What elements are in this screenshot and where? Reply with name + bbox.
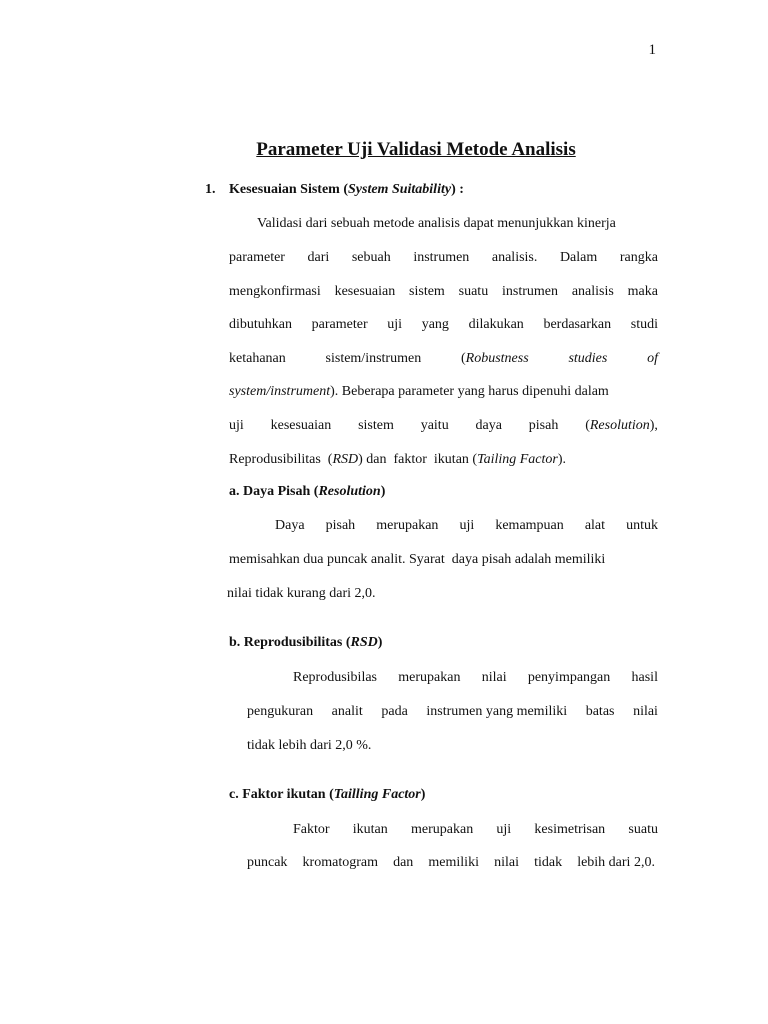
paragraph-line: nilai tidak kurang dari 2,0. — [227, 586, 376, 601]
paragraph-line: Daya pisah merupakan uji kemampuan alat untuk — [275, 518, 658, 533]
paragraph-line: Reprodusibilitas (RSD) dan faktor ikutan (Tailing Factor). — [229, 452, 567, 467]
paragraph-line: puncak kromatogram dan memiliki nilai tidak lebih dari 2,0. — [247, 855, 655, 870]
paragraph-line: uji kesesuaian sistem yaitu daya pisah (Resolution), — [229, 418, 658, 433]
paragraph-line: Faktor ikutan merupakan uji kesimetrisan suatu — [293, 822, 658, 837]
paragraph-line: Validasi dari sebuah metode analisis dapat menunjukkan kinerja — [257, 216, 616, 231]
paragraph-line: system/instrument). Beberapa parameter yang harus dipenuhi dalam — [229, 384, 609, 399]
document-title: Parameter Uji Validasi Metode Analisis — [256, 139, 576, 160]
section-number: 1. — [205, 182, 216, 197]
paragraph-line: tidak lebih dari 2,0 %. — [247, 738, 372, 753]
paragraph-line: Reprodusibilas merupakan nilai penyimpangan hasil — [293, 670, 658, 685]
subsection-b-heading: b. Reprodusibilitas (RSD) — [229, 635, 383, 650]
paragraph-line: memisahkan dua puncak analit. Syarat daya pisah adalah memiliki — [229, 552, 606, 567]
subsection-a-heading: a. Daya Pisah (Resolution) — [229, 484, 386, 499]
page-number: 1 — [648, 42, 656, 58]
paragraph-line: parameter dari sebuah instrumen analisis. Dalam rangka — [229, 250, 658, 265]
paragraph-line: dibutuhkan parameter uji yang dilakukan berdasarkan studi — [229, 317, 658, 332]
paragraph-line: pengukuran analit pada instrumen yang memiliki batas nilai — [247, 704, 658, 719]
section-1-heading: 1. Kesesuaian Sistem (System Suitability) : — [205, 182, 464, 197]
paragraph-line: mengkonfirmasi kesesuaian sistem suatu instrumen analisis maka — [229, 284, 658, 299]
subsection-c-heading: c. Faktor ikutan (Tailling Factor) — [229, 787, 426, 802]
paragraph-line: ketahanan sistem/instrumen (Robustness studies of — [229, 351, 658, 366]
